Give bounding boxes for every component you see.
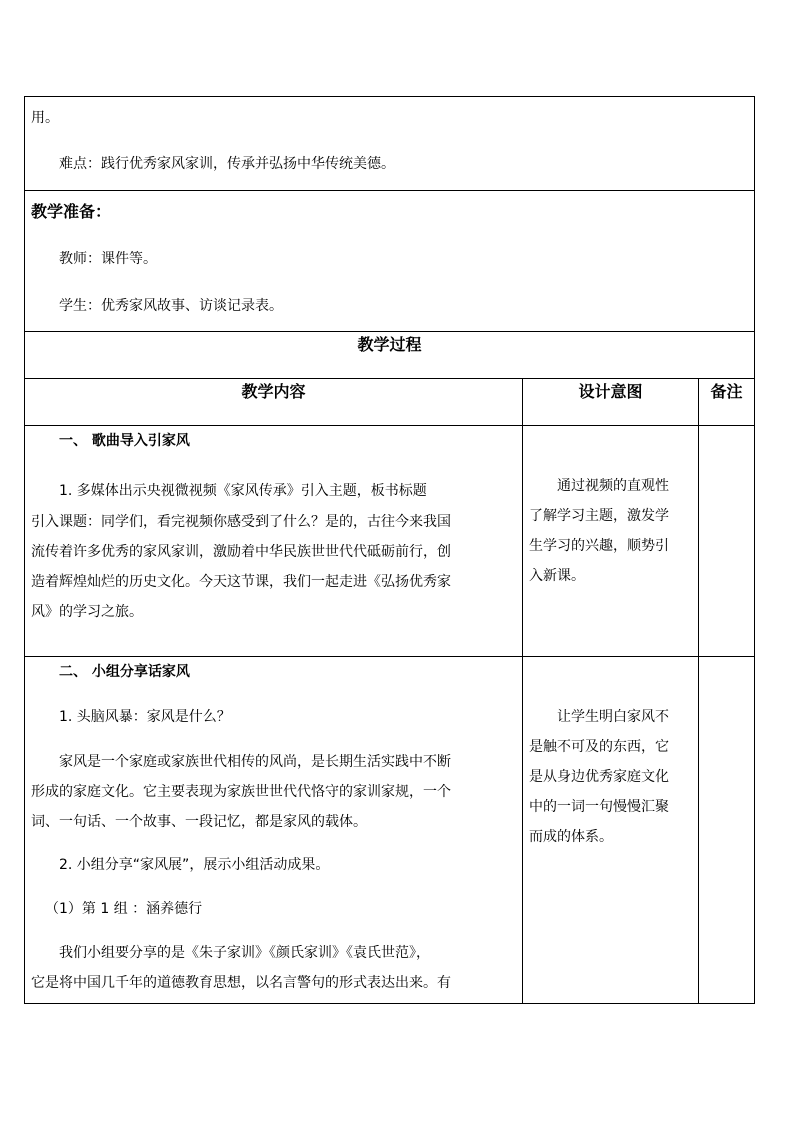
section-2-notes bbox=[699, 657, 755, 1004]
section-1-intent-line-4: 入新课。 bbox=[529, 568, 585, 584]
section-2-item-2: 2. 小组分享“家风展”，展示小组活动成果。 bbox=[59, 857, 330, 873]
section-1-title: 一、 歌曲导入引家风 bbox=[59, 433, 190, 449]
column-header-row bbox=[25, 379, 755, 426]
section-2-para-1-line-2: 形成的家庭文化。它主要表现为家族世世代代恪守的家训家规，一个 bbox=[31, 784, 451, 800]
section-2-para-1-line-1: 家风是一个家庭或家族世代相传的风尚，是长期生活实践中不断 bbox=[59, 754, 451, 770]
header-intent: 设计意图 bbox=[578, 382, 643, 401]
section-2-row bbox=[25, 657, 755, 1004]
section-2-intent-line-3: 是从身边优秀家庭文化 bbox=[529, 769, 669, 785]
continued-text: 用。 bbox=[31, 110, 59, 126]
section-2-intent-line-5: 而成的体系。 bbox=[529, 829, 613, 845]
preparation-title: 教学准备： bbox=[31, 202, 112, 221]
header-notes: 备注 bbox=[710, 382, 743, 401]
process-title: 教学过程 bbox=[357, 335, 422, 354]
section-2-para-1-line-3: 词、一句话、一个故事、一段记忆，都是家风的载体。 bbox=[31, 814, 367, 830]
section-2-item-1: 1. 头脑风暴：家风是什么？ bbox=[59, 709, 231, 725]
section-1-line-1: 引入课题：同学们，看完视频你感受到了什么？是的，古往今来我国 bbox=[31, 514, 451, 530]
section-2-title: 二、 小组分享话家风 bbox=[59, 664, 190, 680]
difficulty-text: 难点：践行优秀家风家训，传承并弘扬中华传统美德。 bbox=[59, 156, 395, 172]
section-2-para-2-line-1: 我们小组要分享的是《朱子家训》《颜氏家训》《袁氏世范》， bbox=[59, 945, 430, 961]
preparation-student: 学生：优秀家风故事、访谈记录表。 bbox=[59, 298, 283, 314]
section-2-group-1: （1）第 1 组 ：涵养德行 bbox=[45, 901, 203, 917]
preparation-teacher: 教师：课件等。 bbox=[59, 251, 157, 267]
section-1-item-1: 1. 多媒体出示央视微视频《家风传承》引入主题，板书标题 bbox=[59, 483, 427, 499]
section-2-intent-line-1: 让学生明白家风不 bbox=[557, 709, 669, 725]
header-content: 教学内容 bbox=[241, 382, 306, 401]
section-2-intent-line-4: 中的一词一句慢慢汇聚 bbox=[529, 799, 669, 815]
section-2-para-2-line-2: 它是将中国几千年的道德教育思想，以名言警句的形式表达出来。有 bbox=[31, 975, 451, 991]
section-1-line-3: 造着辉煌灿烂的历史文化。今天这节课，我们一起走进《弘扬优秀家 bbox=[31, 574, 451, 590]
section-1-row bbox=[25, 426, 755, 657]
section-1-intent-line-1: 通过视频的直观性 bbox=[557, 478, 669, 494]
lesson-plan-table bbox=[24, 96, 755, 1004]
process-title-row bbox=[25, 332, 755, 379]
section-1-notes bbox=[699, 426, 755, 657]
difficulty-row bbox=[25, 97, 755, 191]
section-2-intent-line-2: 是触不可及的东西，它 bbox=[529, 739, 669, 755]
section-1-intent-line-2: 了解学习主题，激发学 bbox=[529, 508, 669, 524]
section-1-line-2: 流传着许多优秀的家风家训，激励着中华民族世世代代砥砺前行，创 bbox=[31, 544, 451, 560]
section-1-line-4: 风》的学习之旅。 bbox=[31, 604, 143, 620]
preparation-row bbox=[25, 191, 755, 332]
section-1-intent-line-3: 生学习的兴趣，顺势引 bbox=[529, 538, 669, 554]
